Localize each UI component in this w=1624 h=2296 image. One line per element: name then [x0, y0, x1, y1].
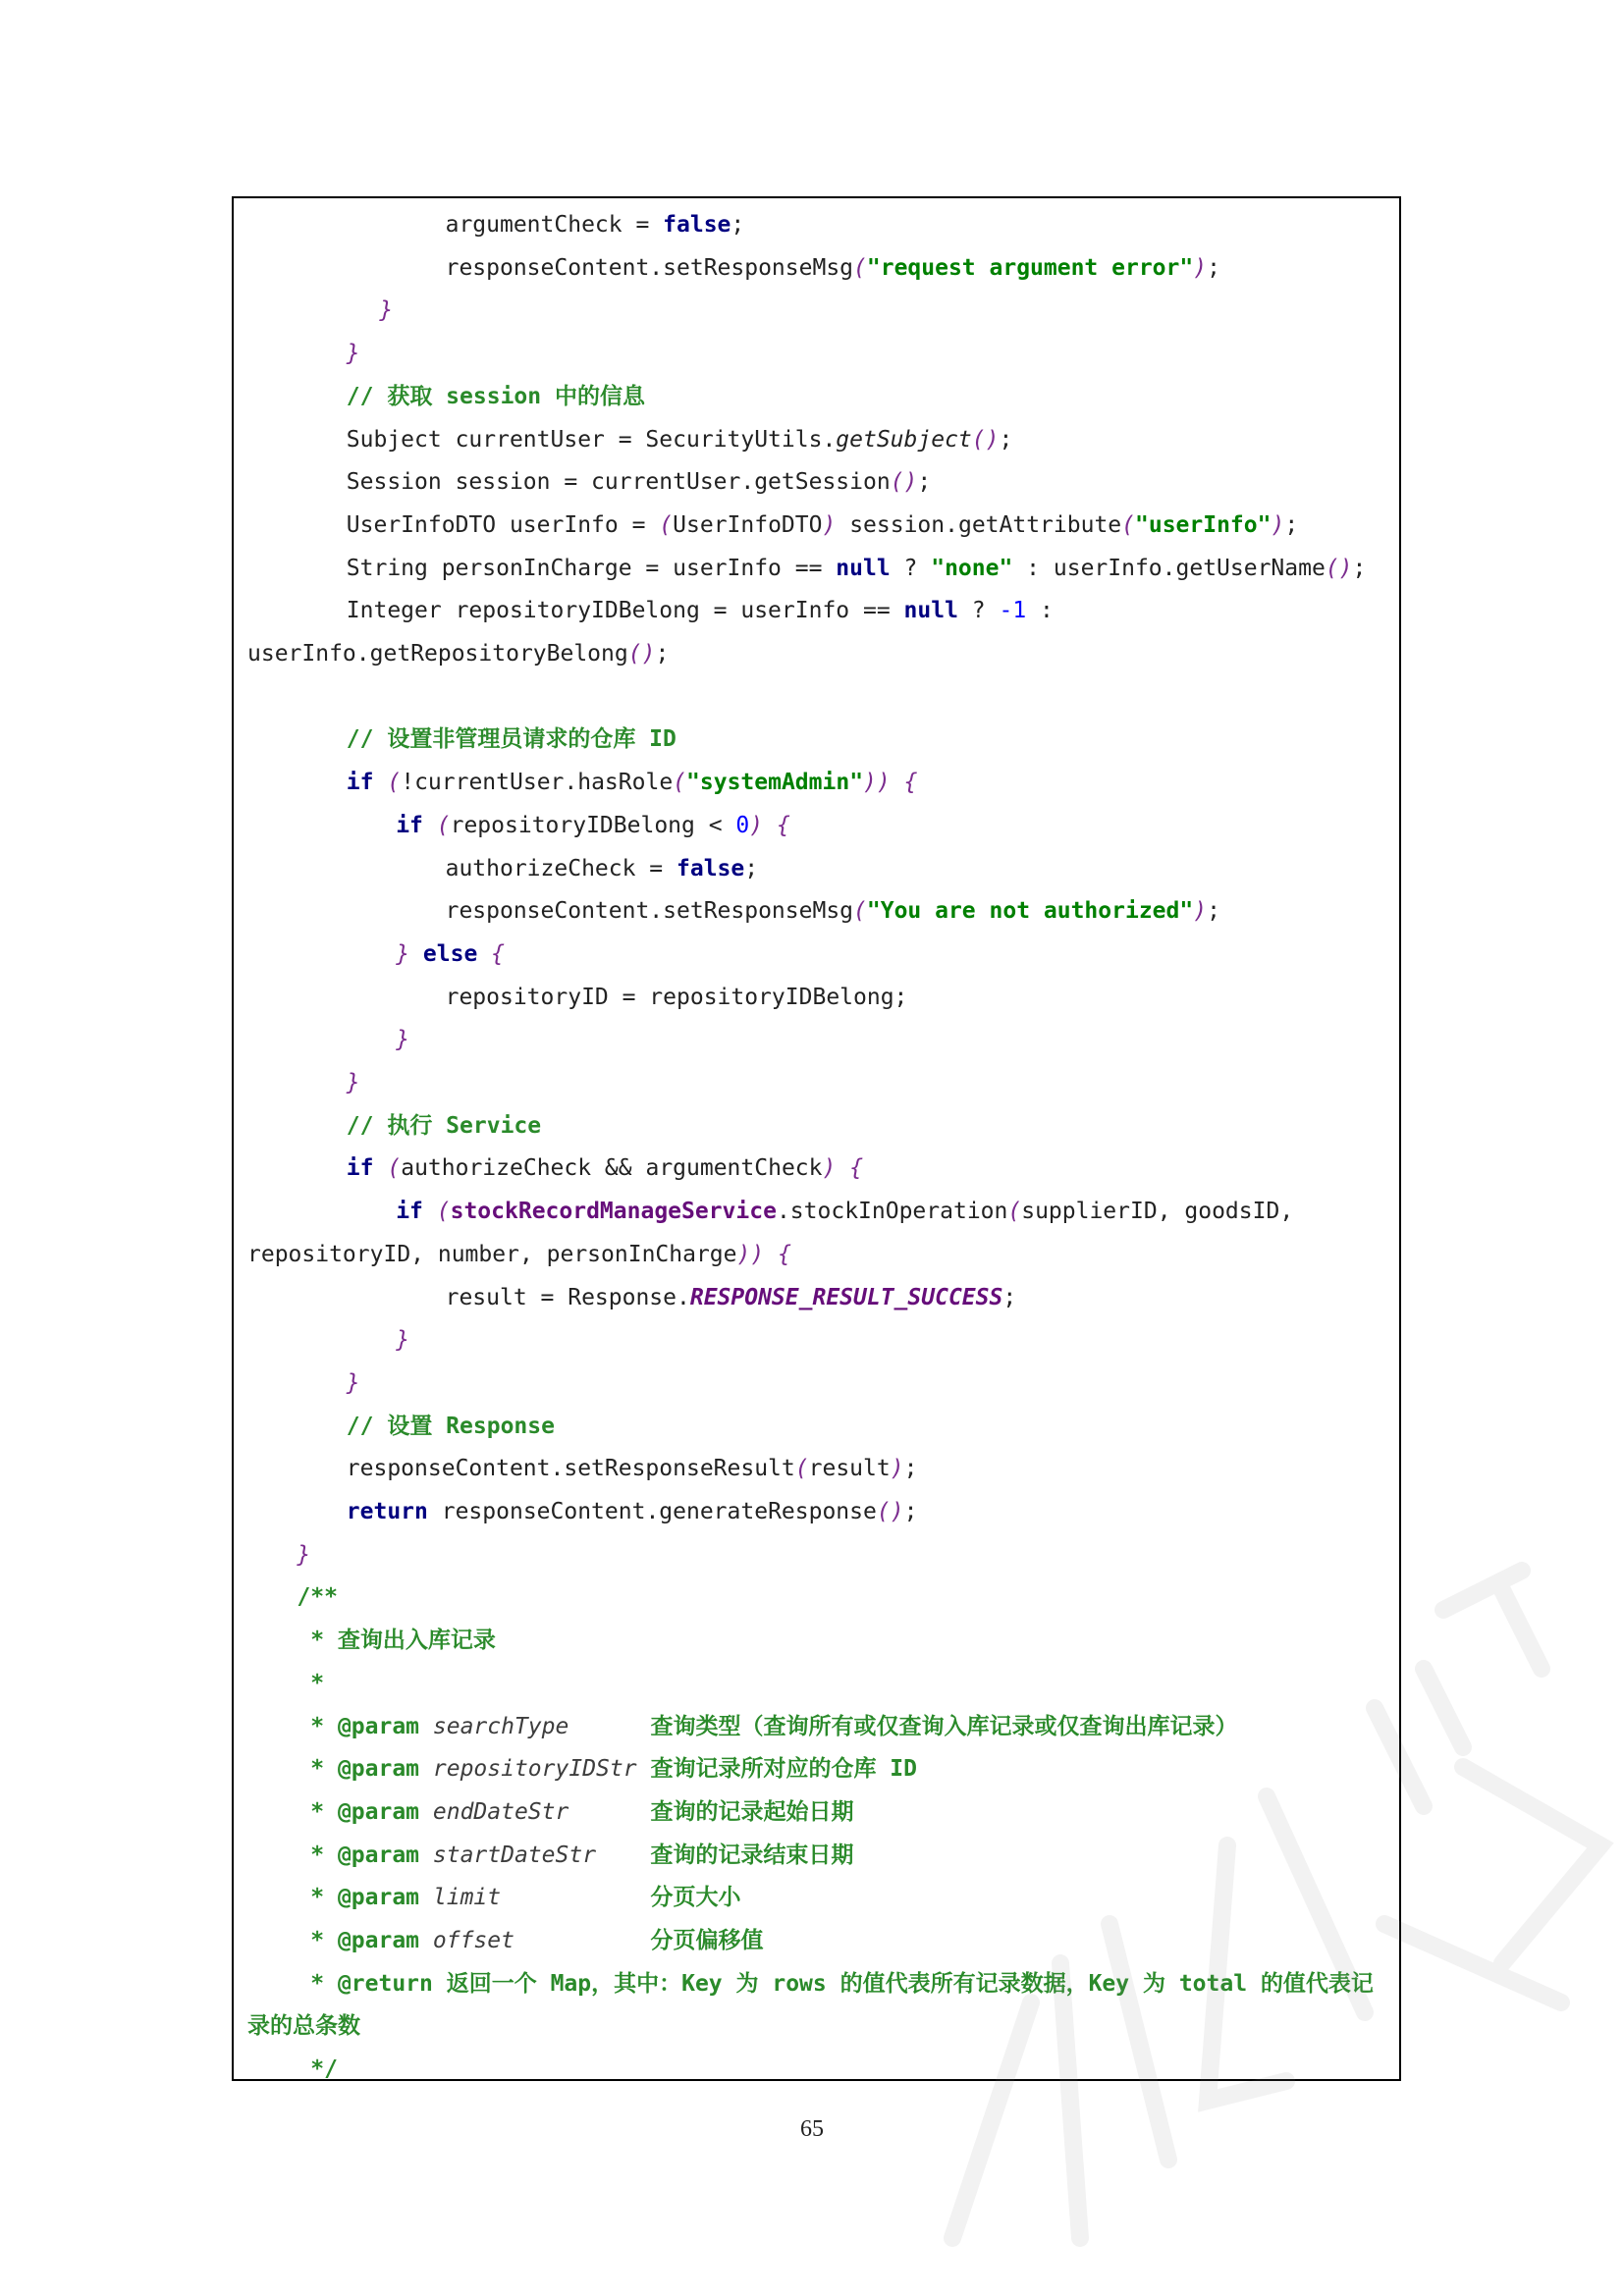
code-comment: 查询记录所对应的仓库 ID [636, 1756, 917, 1783]
code-comment: // 设置 Response [346, 1413, 555, 1439]
code-line [234, 1277, 1399, 1319]
code-text: ; [1284, 511, 1299, 538]
code-line [234, 805, 1399, 847]
code-line [234, 505, 1399, 547]
code-text: ? [890, 555, 932, 581]
code-text [836, 1155, 849, 1181]
page-number: 65 [800, 2116, 824, 2142]
code-javadoc-tag: @param [337, 1928, 420, 1953]
code-text [763, 813, 777, 838]
code-keyword: if [346, 1155, 374, 1182]
code-text [764, 1242, 778, 1267]
code-line [234, 1191, 1399, 1233]
code-text: UserInfoDTO [673, 511, 823, 538]
code-bracket: () [971, 426, 1000, 453]
code-param-name: searchType [419, 1713, 569, 1739]
code-bracket: )) [736, 1241, 765, 1267]
code-text: responseContent.generateResponse [427, 1499, 877, 1524]
code-comment: * [297, 1928, 338, 1953]
code-text [477, 941, 491, 967]
code-keyword: null [903, 598, 958, 624]
code-text [374, 1155, 388, 1181]
code-text [891, 770, 904, 795]
code-text [374, 770, 388, 795]
code-line [234, 1105, 1399, 1148]
code-text: repositoryIDBelong < [450, 812, 736, 838]
code-number: 0 [735, 812, 750, 838]
code-bracket: { [491, 940, 506, 967]
code-keyword: if [346, 770, 374, 796]
code-comment: 查询的记录结束日期 [596, 1842, 854, 1868]
code-param-name: repositoryIDStr [419, 1756, 637, 1783]
code-text [409, 941, 423, 967]
code-string: "none" [931, 555, 1013, 581]
code-text: authorizeCheck && argumentCheck [401, 1155, 823, 1182]
code-bracket: } [396, 1027, 410, 1053]
code-text [423, 813, 437, 838]
code-text: : [1026, 598, 1054, 624]
code-param-name: limit [419, 1885, 502, 1911]
code-text: ; [744, 855, 759, 881]
code-comment: * [297, 1842, 338, 1868]
code-comment: 分页大小 [501, 1885, 741, 1911]
code-comment: * [297, 1885, 338, 1911]
code-text: ; [999, 426, 1013, 453]
code-comment: 查询类型（查询所有或仅查询入库记录或仅查询出库记录） [568, 1713, 1238, 1739]
code-line [234, 1491, 1399, 1533]
code-bracket: { [903, 770, 918, 796]
code-static-method: getSubject [836, 426, 972, 453]
code-text: String personInCharge = userInfo == [346, 555, 837, 581]
code-keyword: if [396, 1199, 423, 1225]
code-text: responseContent.setResponseResult [346, 1456, 795, 1482]
code-bracket: ( [1007, 1199, 1022, 1225]
code-text: ? [957, 598, 1000, 624]
code-text: argumentCheck = [445, 212, 664, 238]
code-comment: 录的总条数 [247, 2013, 360, 2040]
code-line [234, 1448, 1399, 1490]
code-bracket: () [627, 641, 656, 667]
code-number: -1 [999, 598, 1027, 624]
code-keyword: if [396, 812, 423, 838]
code-line [234, 934, 1399, 976]
code-keyword: false [677, 855, 745, 881]
code-text: !currentUser.hasRole [401, 770, 674, 796]
code-text: userInfo.getRepositoryBelong [247, 641, 628, 667]
code-text: responseContent.setResponseMsg [445, 254, 854, 281]
code-line [234, 247, 1399, 290]
code-bracket: ( [673, 770, 687, 796]
code-line [234, 590, 1399, 632]
code-bracket: ) [749, 812, 764, 838]
code-bracket: } [346, 1070, 360, 1095]
code-bracket: () [890, 469, 918, 496]
code-keyword: false [663, 212, 731, 238]
code-string: "You are not authorized" [866, 898, 1194, 925]
code-bracket: ) [890, 1456, 904, 1482]
code-text: ; [903, 1456, 918, 1482]
code-bracket: } [297, 1541, 311, 1568]
code-comment: 分页偏移值 [514, 1928, 764, 1953]
code-bracket: ( [387, 770, 402, 796]
code-text: result = Response. [445, 1284, 690, 1310]
code-bracket: ( [659, 511, 674, 538]
code-line [234, 719, 1399, 761]
code-line [234, 762, 1399, 804]
code-text: .stockInOperation [776, 1199, 1008, 1225]
code-bracket: } [346, 1369, 360, 1396]
code-keyword: null [836, 555, 891, 581]
code-javadoc-tag: @param [337, 1842, 420, 1868]
code-param-name: offset [419, 1928, 514, 1953]
code-comment: // 获取 session 中的信息 [346, 383, 645, 409]
code-line [234, 333, 1399, 375]
code-line [234, 1362, 1399, 1405]
code-text: Integer repositoryIDBelong = userInfo == [346, 598, 904, 624]
code-text [423, 1199, 437, 1224]
code-param-name: endDateStr [419, 1798, 569, 1825]
code-param-name: startDateStr [419, 1842, 597, 1868]
code-string: "request argument error" [866, 254, 1194, 281]
code-line [234, 1148, 1399, 1190]
code-bracket: ) [1193, 254, 1208, 281]
code-bracket: } [396, 1327, 410, 1354]
code-string: "userInfo" [1135, 511, 1272, 538]
code-comment: 返回一个 Map，其中：Key 为 rows 的值代表所有记录数据，Key 为 total 的值代表记 [432, 1970, 1374, 1997]
code-comment: * [297, 1756, 338, 1783]
code-comment: * [297, 1670, 325, 1696]
code-field: stockRecordManageService [450, 1199, 777, 1225]
code-text: ; [655, 641, 670, 667]
code-text: : userInfo.getUserName [1012, 555, 1326, 581]
code-bracket: ( [794, 1456, 809, 1482]
code-text: ; [1002, 1284, 1017, 1310]
code-line [234, 548, 1399, 590]
code-bracket: } [396, 940, 410, 967]
code-comment: // 设置非管理员请求的仓库 ID [346, 726, 677, 753]
code-string: "systemAdmin" [686, 770, 864, 796]
code-bracket: () [876, 1499, 904, 1524]
code-javadoc-tag: @return [337, 1970, 433, 1997]
code-line [234, 419, 1399, 461]
code-comment: * 查询出入库记录 [297, 1628, 496, 1654]
code-bracket: )) [863, 770, 891, 796]
code-text: ; [1207, 898, 1220, 925]
code-line [234, 1319, 1399, 1362]
code-text: ; [917, 469, 932, 496]
code-text: repositoryID = repositoryIDBelong; [445, 984, 908, 1010]
watermark-logo [913, 1551, 1620, 2277]
code-bracket: ( [387, 1155, 402, 1182]
code-line [234, 204, 1399, 246]
code-bracket: ( [1121, 511, 1135, 538]
code-line [234, 890, 1399, 933]
code-text: Subject currentUser = SecurityUtils. [346, 426, 837, 453]
code-javadoc-tag: @param [337, 1713, 420, 1739]
code-bracket: ( [853, 254, 867, 281]
code-javadoc-tag: @param [337, 1798, 420, 1825]
code-comment: */ [297, 2056, 338, 2083]
code-comment: /** [297, 1584, 338, 1611]
code-bracket: ( [436, 812, 451, 838]
code-text: ; [903, 1499, 918, 1524]
code-bracket: { [849, 1155, 864, 1182]
code-line [234, 848, 1399, 890]
code-line [234, 977, 1399, 1019]
code-bracket: ) [1193, 898, 1208, 925]
code-bracket: ( [436, 1199, 451, 1225]
code-bracket: ) [1271, 511, 1285, 538]
code-text: ; [1207, 254, 1220, 281]
code-line [234, 376, 1399, 418]
code-bracket: ) [822, 511, 837, 538]
code-text: session.getAttribute [836, 511, 1122, 538]
code-javadoc-tag: @param [337, 1756, 420, 1783]
code-comment: * [297, 1970, 338, 1997]
code-bracket: () [1325, 555, 1353, 581]
code-text: ; [1352, 555, 1367, 581]
code-comment: * [297, 1713, 338, 1739]
code-text: ; [731, 212, 745, 238]
code-line [234, 290, 1399, 332]
code-keyword: return [346, 1499, 428, 1524]
code-text: result [808, 1456, 891, 1482]
code-comment: * [297, 1798, 338, 1825]
code-static-field: RESPONSE_RESULT_SUCCESS [689, 1284, 1003, 1310]
code-line [234, 1062, 1399, 1104]
code-text: repositoryID, number, personInCharge [247, 1241, 737, 1267]
code-bracket: ) [822, 1155, 837, 1182]
code-line [234, 1234, 1399, 1276]
code-comment: // 执行 Service [346, 1112, 542, 1139]
code-bracket: } [379, 297, 394, 324]
code-text: UserInfoDTO userInfo = [346, 511, 660, 538]
code-text: responseContent.setResponseMsg [445, 898, 854, 925]
code-line [234, 676, 1399, 719]
code-comment: 查询的记录起始日期 [568, 1798, 854, 1825]
code-text: supplierID, goodsID, [1021, 1199, 1294, 1225]
code-keyword: else [422, 940, 478, 967]
code-javadoc-tag: @param [337, 1885, 420, 1911]
code-bracket: { [776, 812, 790, 838]
code-line [234, 461, 1399, 504]
code-bracket: } [346, 341, 360, 367]
code-line [234, 1019, 1399, 1061]
code-line [234, 633, 1399, 675]
code-text: Session session = currentUser.getSession [346, 469, 891, 496]
code-line [234, 1406, 1399, 1448]
code-text: authorizeCheck = [445, 855, 677, 881]
code-bracket: ( [853, 898, 867, 925]
code-bracket: { [778, 1241, 791, 1267]
